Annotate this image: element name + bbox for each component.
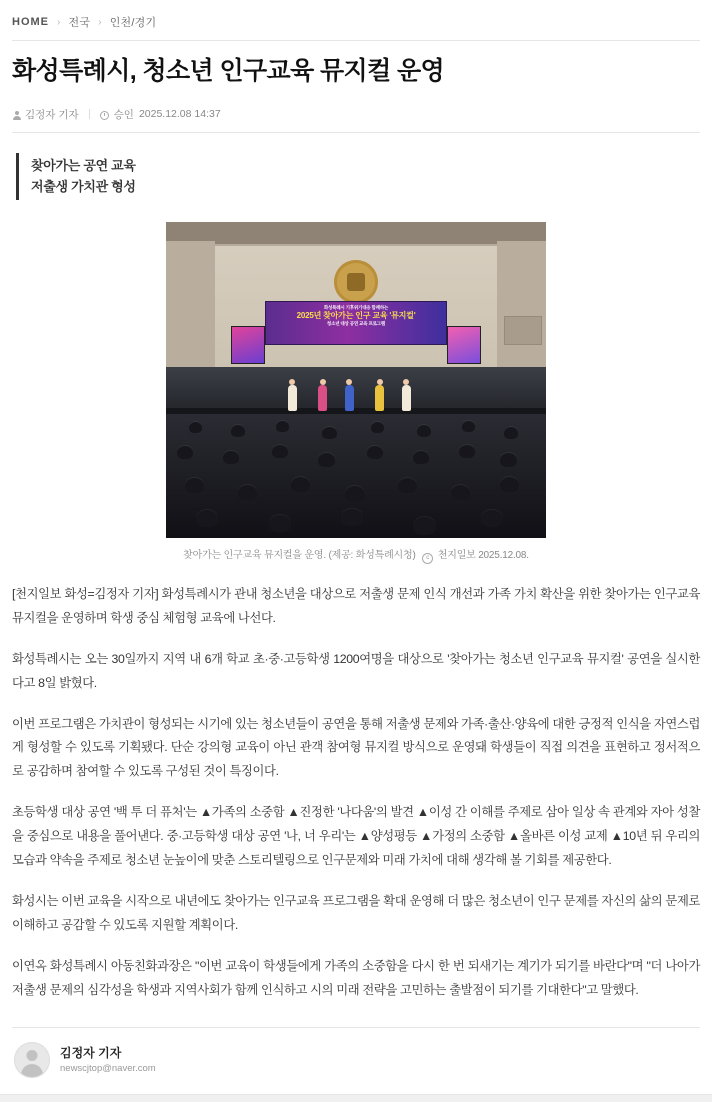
audience-head (413, 517, 436, 535)
article-paragraph: 화성시는 이번 교육을 시작으로 내년에도 찾아가는 인구교육 프로그램을 확대 운영해 더 많은 청소년이 인구 문제를 자신의 삶의 문제로 이해하고 공감할 수 있도록 지원할 계획이다. (12, 894, 700, 933)
divider-byline (12, 132, 700, 133)
audience-head (504, 427, 518, 439)
article-body (12, 583, 700, 1004)
stage-banner-line2: 2025년 찾아가는 인구 교육 '뮤지컬' (296, 310, 416, 320)
audience-head (500, 477, 519, 492)
author-info (60, 1044, 156, 1076)
audience-head (189, 422, 202, 433)
figure-caption (12, 546, 700, 563)
byline-approved (100, 107, 221, 122)
byline-timestamp: 2025.12.08 14:37 (138, 108, 221, 121)
audience-head (413, 451, 429, 464)
breadcrumb (12, 10, 700, 40)
chevron-right-icon: › (57, 16, 61, 28)
byline-reporter[interactable] (12, 107, 79, 122)
audience-head (398, 478, 417, 493)
subhead-line-1: 찾아가는 공연 교육 (31, 157, 136, 173)
audience-head (185, 478, 204, 493)
article-paragraph: [천지일보 화성=김정자 기자] 화성특례시가 관내 청소년을 대상으로 저출생 문제 인식 개선과 가족 가치 확산을 위한 찾아가는 인구교육 뮤지컬을 운영하며 학생 중심 체험형 교육에 나선다. (12, 586, 700, 625)
article-figure (12, 222, 700, 563)
breadcrumb-level2[interactable]: 인천/경기 (109, 17, 157, 29)
article-paragraph: 이연옥 화성특례시 아동친화과장은 "이번 교육이 학생들에게 가족의 소중함을 다시 한 번 되새기는 계기가 되기를 바란다"며 "더 나아가 저출생 문제의 심각성을 학생과 지역사회가 함께 인식하고 시의 미래 전략을 고민하는 출발점이 되기를 기대한다"고 말했다. (12, 959, 700, 998)
audience-head (276, 421, 289, 432)
audience-head (367, 446, 383, 459)
photo-stage-banner (265, 301, 447, 345)
photo-performer (288, 385, 297, 411)
audience-head (322, 427, 337, 439)
subhead-line-2: 저출생 가치관 형성 (31, 179, 136, 195)
divider-top (12, 40, 700, 41)
photo-performer (402, 385, 411, 411)
article-photo[interactable] (166, 222, 546, 538)
audience-head (318, 453, 335, 467)
clock-icon (100, 111, 109, 120)
stage-banner-line1: 화성특례시 기후위기대응 함께하는 (323, 304, 389, 310)
audience-head (341, 509, 363, 526)
photo-right-screen (447, 326, 481, 364)
audience-head (177, 446, 193, 459)
audience-head (231, 425, 245, 437)
photo-left-screen (231, 326, 265, 364)
audience-head (459, 445, 475, 458)
byline-reporter-name: 김정자 기자 (25, 108, 79, 121)
audience-head (196, 510, 218, 527)
photo-stage-floor (166, 367, 546, 411)
subhead-box (16, 153, 700, 200)
audience-head (291, 477, 310, 492)
photo-performer (345, 385, 354, 411)
chevron-right-icon: › (98, 16, 102, 28)
photo-wall-vent (504, 316, 542, 344)
photo-right-panel (497, 241, 546, 374)
stage-banner-line3: 청소년 대상 공연 교육 프로그램 (326, 321, 386, 327)
audience-head (462, 421, 475, 432)
audience-head (417, 425, 431, 437)
photo-hall-emblem (334, 260, 378, 304)
author-email[interactable]: newscjtop@naver.com (60, 1063, 156, 1075)
photo-audience (166, 414, 546, 537)
figure-caption-text: 찾아가는 인구교육 뮤지컬을 운영. (제공: 화성특례시청) (183, 549, 416, 561)
byline-approved-label: 승인 (113, 108, 134, 121)
avatar (14, 1042, 50, 1078)
article-paragraph: 초등학생 대상 공연 '백 투 더 퓨처'는 ▲가족의 소중함 ▲진정한 '나다움'의 발견 ▲이성 간 이해를 주제로 삼아 일상 속 관계와 자아 성찰을 중심으로 내용을 풀어낸다. 중·고등학생 대상 공연 '나, 너 우리'는 ▲양성평등 ▲가정의 소중함 ▲올바른 이성 교제 ▲10년 뒤 우리의 모습과 약속을 주제로 청소년 눈높이에 맞춘 스토리텔링으로 인구문제와 미래 가치에 대해 생각해 볼 기회를 제공한다. (12, 805, 700, 868)
audience-head (345, 486, 365, 502)
photo-performer (375, 385, 384, 411)
photo-ceiling-band (166, 222, 546, 244)
photo-left-panel (166, 241, 215, 374)
author-card[interactable] (12, 1028, 700, 1094)
photo-performer (318, 385, 327, 411)
bottom-bar (0, 1094, 712, 1102)
audience-head (500, 453, 517, 467)
audience-head (481, 510, 503, 527)
audience-head (269, 515, 291, 532)
audience-head (238, 485, 257, 500)
breadcrumb-level1[interactable]: 전국 (68, 17, 91, 29)
author-name: 김정자 기자 (60, 1046, 122, 1061)
page-title: 화성특례시, 청소년 인구교육 뮤지컬 운영 (12, 57, 445, 85)
person-icon (12, 111, 21, 120)
breadcrumb-home[interactable]: HOME (12, 16, 49, 28)
article-paragraph: 화성특례시는 오는 30일까지 지역 내 6개 학교 초·중·고등학생 1200여명을 대상으로 '찾아가는 청소년 인구교육 뮤지컬' 공연을 실시한다고 8일 밝혔다. (12, 651, 700, 690)
byline-divider (89, 109, 90, 119)
article-paragraph: 이번 프로그램은 가치관이 형성되는 시기에 있는 청소년들이 공연을 통해 저출생 문제와 가족·출산·양육에 대한 긍정적 인식을 자연스럽게 형성할 수 있도록 기획됐다. 단순 강의형 교육이 아닌 관객 참여형 뮤지컬 방식으로 운영돼 학생들이 직접 의견을 표현하고 정서적으로 공감하며 참여할 수 있도록 구성된 것이 특징이다. (12, 716, 700, 779)
figure-credit: 천지일보 2025.12.08. (437, 549, 529, 561)
audience-head (451, 485, 470, 500)
copyright-icon: c (422, 553, 433, 564)
audience-head (272, 445, 288, 458)
byline (12, 107, 700, 132)
photo-wall-seam (166, 244, 546, 246)
audience-head (223, 451, 239, 464)
audience-head (371, 422, 384, 433)
